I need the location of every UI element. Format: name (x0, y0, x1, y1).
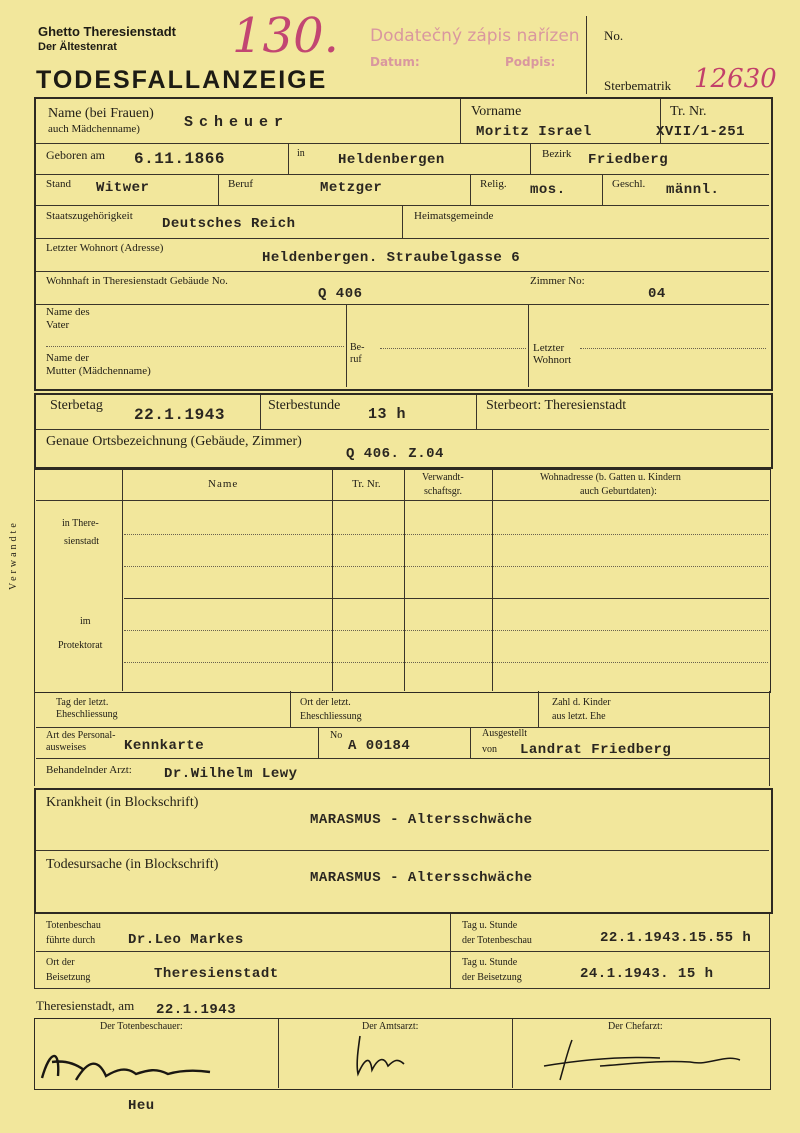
tag-beisetzung-value: 24.1.1943. 15 h (580, 966, 714, 982)
tag-beisetzung-label-1: Tag u. Stunde (462, 957, 518, 968)
ausgestellt-label-2: von (482, 744, 497, 755)
stand-value: Witwer (96, 180, 150, 196)
relig-value: mos. (530, 182, 566, 198)
place-date-label: Theresienstadt, am (36, 998, 135, 1013)
zimmer-label: Zimmer No: (530, 275, 585, 287)
verwandte-side-label: Verwandte (8, 520, 19, 590)
totenbeschau-label-2: führte durch (46, 935, 96, 946)
in-there-label-2: sienstadt (64, 536, 99, 547)
ortsbez-label: Genaue Ortsbezeichnung (Gebäude, Zimmer) (46, 434, 302, 449)
beruf2-label-1: Be- (350, 342, 365, 353)
zimmer-value: 04 (648, 286, 666, 302)
marriage-kinder-label-2: aus letzt. Ehe (552, 711, 606, 722)
ort-beisetzung-value: Theresienstadt (154, 966, 279, 982)
marriage-ort-label-2: Eheschliessung (300, 711, 362, 722)
bezirk-label: Bezirk (542, 148, 572, 160)
stamp-podpis-label: Podpis: (505, 55, 556, 69)
marriage-ort-label-1: Ort der letzt. (300, 697, 351, 708)
col-verw-header-2: schaftsgr. (424, 486, 463, 497)
totenbeschau-label-1: Totenbeschau (46, 920, 101, 931)
chefarzt-label: Der Chefarzt: (608, 1021, 663, 1032)
sterbeort-label: Sterbeort: Theresienstadt (486, 398, 627, 413)
ursache-value: MARASMUS - Altersschwäche (310, 870, 533, 886)
wohnhaft-label: Wohnhaft in Theresienstadt Gebäude No. (46, 275, 228, 287)
tag-totenbeschau-label-1: Tag u. Stunde (462, 920, 518, 931)
arzt-value: Dr.Wilhelm Lewy (164, 766, 298, 782)
name-label: Name (bei Frauen) (48, 106, 154, 121)
col-adresse-header-1: Wohnadresse (b. Gatten u. Kindern (540, 472, 681, 483)
marriage-tag-label-1: Tag der letzt. (56, 697, 109, 708)
totenbeschau-value: Dr.Leo Markes (128, 932, 244, 948)
org-name: Ghetto Theresienstadt (38, 24, 176, 39)
geboren-label: Geboren am (46, 148, 105, 162)
ort-beisetzung-label-2: Beisetzung (46, 972, 91, 983)
stamp-title: Dodatečný zápis nařízen (370, 26, 580, 46)
wohnhaft-value: Q 406 (318, 286, 363, 302)
tag-totenbeschau-label-2: der Totenbeschau (462, 935, 532, 946)
name-label-2: auch Mädchenname) (48, 123, 140, 135)
place-date-value: 22.1.1943 (156, 1002, 237, 1018)
handwritten-number: 130. (232, 8, 339, 64)
vorname-value: Moritz Israel (476, 124, 592, 140)
art-label-2: ausweises (46, 742, 86, 753)
tag-totenbeschau-value: 22.1.1943.15.55 h (600, 930, 752, 946)
geschl-value: männl. (666, 182, 720, 198)
in-label: in (297, 148, 305, 159)
sterbestunde-label: Sterbestunde (268, 398, 341, 413)
relig-label: Relig. (480, 178, 507, 190)
stamp-datum-label: Datum: (370, 55, 420, 69)
wohnort-value: Heldenbergen. Straubelgasse 6 (262, 250, 521, 266)
ortsbez-value: Q 406. Z.04 (346, 446, 444, 462)
sterbematrik-value: 12630 (694, 64, 777, 94)
wohnort-label: Letzter Wohnort (Adresse) (46, 242, 164, 254)
staats-label: Staatszugehörigkeit (46, 210, 133, 222)
signature-amtsarzt (350, 1030, 410, 1080)
ausgestellt-label-1: Ausgestellt (482, 728, 527, 739)
beruf2-label-2: ruf (350, 354, 362, 365)
bezirk-value: Friedberg (588, 152, 669, 168)
vater-label-2: Vater (46, 319, 70, 331)
sterbetag-value: 22.1.1943 (134, 406, 225, 424)
art-value: Kennkarte (124, 738, 205, 754)
ausweis-no-label: No (330, 730, 343, 741)
sterbetag-label: Sterbetag (50, 398, 103, 413)
sterbestunde-value: 13 h (368, 406, 407, 423)
amtsarzt-label: Der Amtsarzt: (362, 1021, 419, 1032)
geboren-value: 6.11.1866 (134, 150, 225, 168)
vorname-label: Vorname (471, 104, 522, 119)
sterbematrik-label: Sterbematrik (604, 78, 672, 93)
art-label-1: Art des Personal- (46, 730, 116, 741)
in-there-label-1: in There- (62, 518, 99, 529)
name-value: Scheuer (184, 114, 290, 131)
im-prot-label-1: im (80, 616, 91, 627)
signature-totenbeschauer (36, 1040, 216, 1090)
im-prot-label-2: Protektorat (58, 640, 103, 651)
marriage-tag-label-2: Eheschliessung (56, 709, 118, 720)
staats-value: Deutsches Reich (162, 216, 296, 232)
in-value: Heldenbergen (338, 152, 445, 168)
beruf-label: Beruf (228, 178, 254, 190)
tag-beisetzung-label-2: der Beisetzung (462, 972, 522, 983)
heimat-label: Heimatsgemeinde (414, 210, 494, 222)
trnr-label: Tr. Nr. (670, 104, 707, 119)
initials: Heu (128, 1098, 155, 1114)
ausweis-no-value: A 00184 (348, 738, 411, 754)
ausgestellt-value: Landrat Friedberg (520, 742, 672, 758)
krankheit-label: Krankheit (in Blockschrift) (46, 795, 199, 810)
ort-beisetzung-label-1: Ort der (46, 957, 75, 968)
col-trnr-header: Tr. Nr. (352, 478, 381, 490)
form-title: TODESFALLANZEIGE (36, 66, 328, 94)
letzter-label-2: Wohnort (533, 354, 572, 366)
org-subtitle: Der Ältestenrat (38, 41, 117, 53)
signature-chefarzt (540, 1036, 750, 1086)
geschl-label: Geschl. (612, 178, 646, 190)
no-label: No. (604, 28, 624, 43)
arzt-label: Behandelnder Arzt: (46, 764, 132, 776)
ursache-label: Todesursache (in Blockschrift) (46, 857, 219, 872)
marriage-kinder-label-1: Zahl d. Kinder (552, 697, 611, 708)
col-adresse-header-2: auch Geburtdaten): (580, 486, 657, 497)
vater-label-1: Name des (46, 306, 90, 318)
totenbeschauer-label: Der Totenbeschauer: (100, 1021, 183, 1032)
mutter-label-2: Mutter (Mädchenname) (46, 365, 151, 377)
col-name-header: Name (208, 478, 239, 490)
beruf-value: Metzger (320, 180, 383, 196)
mutter-label-1: Name der (46, 352, 90, 364)
krankheit-value: MARASMUS - Altersschwäche (310, 812, 533, 828)
col-verw-header-1: Verwandt- (422, 472, 464, 483)
letzter-label-1: Letzter (533, 342, 565, 354)
stand-label: Stand (46, 178, 72, 190)
trnr-value: XVII/1-251 (656, 124, 746, 140)
